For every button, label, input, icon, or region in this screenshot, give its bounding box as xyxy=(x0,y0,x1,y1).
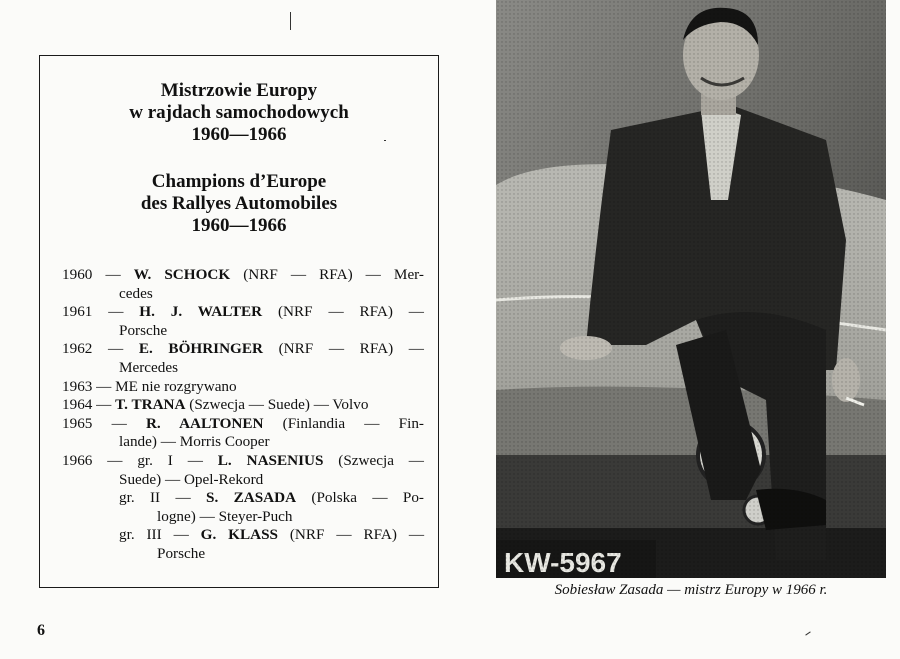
entry-1966-g1-cont: Suede) — Opel-Rekord xyxy=(119,470,264,488)
champion-name: G. KLASS xyxy=(200,526,278,544)
entry-1960-cont: cedes xyxy=(119,284,153,302)
page-number: 6 xyxy=(37,622,45,639)
portrait-photo xyxy=(496,0,886,578)
heading-french-line-2: des Rallyes Automobiles xyxy=(140,193,338,214)
champion-name: H. J. WALTER xyxy=(139,303,263,321)
entry-1960: 1960 — W. SCHOCK (NRF — RFA) — Mer- xyxy=(62,266,424,283)
photo-illustration xyxy=(496,0,886,578)
entry-1966-g3-cont: Porsche xyxy=(157,544,206,562)
entry-1962: 1962 — E. BÖHRINGER (NRF — RFA) — xyxy=(62,340,424,358)
heading-polish-line-1: Mistrzowie Europy xyxy=(160,80,318,101)
champion-name: L. NASENIUS xyxy=(217,451,324,469)
champion-name: R. AALTONEN xyxy=(145,414,264,432)
entry-1963: 1963 — ME nie rozgrywano xyxy=(62,377,237,395)
photo-caption: Sobiesław Zasada — mistrz Europy w 1966 r. xyxy=(554,582,828,598)
champions-list xyxy=(62,266,424,564)
champion-name: S. ZASADA xyxy=(206,489,297,507)
heading-polish-line-3: 1960—1966 xyxy=(191,124,287,145)
entry-1965-cont: lande) — Morris Cooper xyxy=(119,433,270,451)
heading-polish xyxy=(40,80,438,146)
heading-french xyxy=(40,171,438,237)
heading-french-line-1: Champions d’Europe xyxy=(151,171,327,192)
entry-1966-g3: gr. III — G. KLASS (NRF — RFA) — xyxy=(119,526,425,544)
entry-1966-g2: gr. II — S. ZASADA (Polska — Po- xyxy=(119,489,424,507)
entry-1961-cont: Porsche xyxy=(119,321,168,339)
scan-mark xyxy=(805,631,810,635)
champion-name: W. SCHOCK xyxy=(133,266,231,283)
entry-1961: 1961 — H. J. WALTER (NRF — RFA) — xyxy=(62,303,424,321)
scan-mark xyxy=(290,12,291,30)
champion-name: T. TRANA xyxy=(115,396,186,414)
entry-1962-cont: Mercedes xyxy=(119,358,179,376)
entry-1966-g2-cont: logne) — Steyer-Puch xyxy=(157,507,293,525)
scan-mark xyxy=(384,140,386,141)
entry-1965: 1965 — R. AALTONEN (Finlandia — Fin- xyxy=(62,414,424,432)
champion-name: E. BÖHRINGER xyxy=(138,340,263,358)
champions-box xyxy=(39,55,439,588)
heading-french-line-3: 1960—1966 xyxy=(191,215,287,236)
heading-polish-line-2: w rajdach samochodowych xyxy=(129,102,349,123)
entry-1964: 1964 — T. TRANA (Szwecja — Suede) — Volvo xyxy=(62,396,369,414)
entry-1966: 1966 — gr. I — L. NASENIUS (Szwecja — xyxy=(62,451,424,469)
